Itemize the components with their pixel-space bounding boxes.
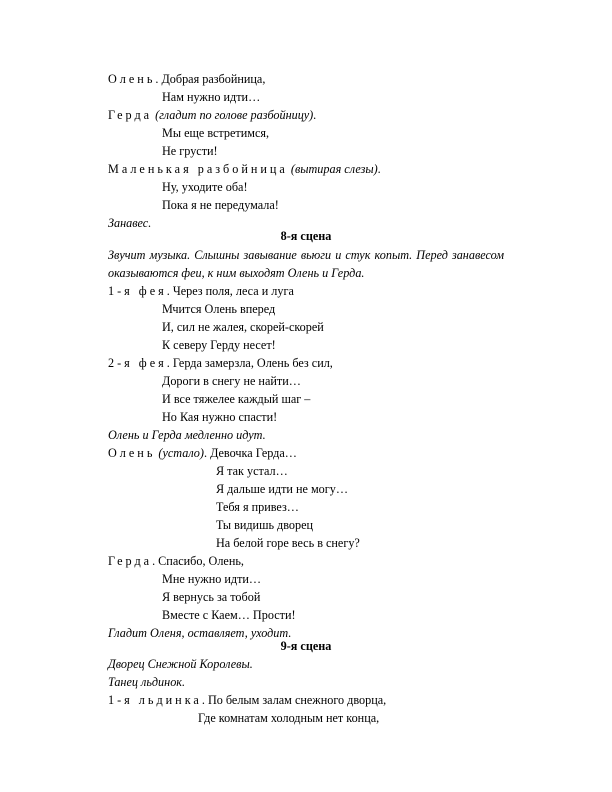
stage-direction: (гладит по голове разбойницу) [155, 108, 314, 122]
verse-line: Вместе с Каем… Прости! [162, 608, 296, 622]
verse-line: Я так устал… [216, 464, 288, 478]
speaker-name: 2-я фея [108, 356, 167, 370]
verse-line: Но Кая нужно спасти! [162, 410, 278, 424]
dialogue-line [108, 552, 244, 570]
dialogue-text: . [377, 162, 381, 176]
stage-direction: Звучит музыка. Слышны завывание вьюги и стук копыт. Перед занавесом оказываются феи, к ним выходят Олень и Герда. [108, 248, 504, 280]
dialogue-text: . Спасибо, Олень, [152, 554, 244, 568]
verse-line: Я вернусь за тобой [162, 590, 261, 604]
dialogue-line [108, 106, 316, 124]
verse-line: На белой горе весь в снегу? [216, 536, 360, 550]
speaker-name: 1-я льдинка [108, 693, 202, 707]
verse-line: Ты видишь дворец [216, 518, 314, 532]
verse-line: И, сил не жалея, скорей-скорей [162, 320, 324, 334]
verse-line: Пока я не передумала! [162, 198, 279, 212]
dialogue-line [108, 282, 294, 300]
stage-direction: Дворец Снежной Королевы. [108, 657, 253, 671]
verse-line: Не грусти! [162, 144, 218, 158]
speaker-name: Герда [108, 108, 153, 122]
speaker-name: Маленькая разбойница [108, 162, 288, 176]
stage-direction: (вытирая слезы) [290, 162, 378, 176]
dialogue-text: . По белым залам снежного дворца, [201, 693, 387, 707]
dialogue-line [108, 691, 386, 709]
verse-line: Ну, уходите оба! [162, 180, 248, 194]
dialogue-line [108, 160, 381, 178]
verse-line: Мне нужно идти… [162, 572, 262, 586]
verse-line: Нам нужно идти… [162, 90, 261, 104]
verse-line: Дороги в снегу не найти… [162, 374, 301, 388]
speaker-name: Олень [108, 446, 156, 460]
dialogue-text: . Добрая разбойница, [155, 72, 266, 86]
stage-direction: Танец льдинок. [108, 675, 186, 689]
scene-heading: 9-я сцена [280, 639, 332, 653]
verse-line: К северу Герду несет! [162, 338, 276, 352]
dialogue-text: . Девочка Герда… [203, 446, 297, 460]
speaker-name: Олень [108, 72, 156, 86]
dialogue-line [108, 70, 265, 88]
dialogue-text: . [313, 108, 317, 122]
verse-line: Тебя я привез… [216, 500, 299, 514]
verse-line: Мчится Олень вперед [162, 302, 276, 316]
stage-direction: Олень и Герда медленно идут. [108, 428, 266, 442]
verse-line: Я дальше идти не могу… [216, 482, 349, 496]
dialogue-line [108, 354, 333, 372]
stage-direction: Занавес. [108, 216, 152, 230]
stage-direction: Гладит Оленя, оставляет, уходит. [108, 626, 292, 640]
verse-line: И все тяжелее каждый шаг – [162, 392, 311, 406]
speaker-name: 1-я фея [108, 284, 167, 298]
stage-direction: (устало) [158, 446, 204, 460]
dialogue-text: . Герда замерзла, Олень без сил, [166, 356, 333, 370]
speaker-name: Герда [108, 554, 153, 568]
dialogue-text: . Через поля, леса и луга [166, 284, 294, 298]
scene-heading: 8-я сцена [280, 229, 332, 243]
verse-line: Мы еще встретимся, [162, 126, 270, 140]
dialogue-line [108, 444, 297, 462]
verse-line: Где комнатам холодным нет конца, [198, 711, 380, 725]
